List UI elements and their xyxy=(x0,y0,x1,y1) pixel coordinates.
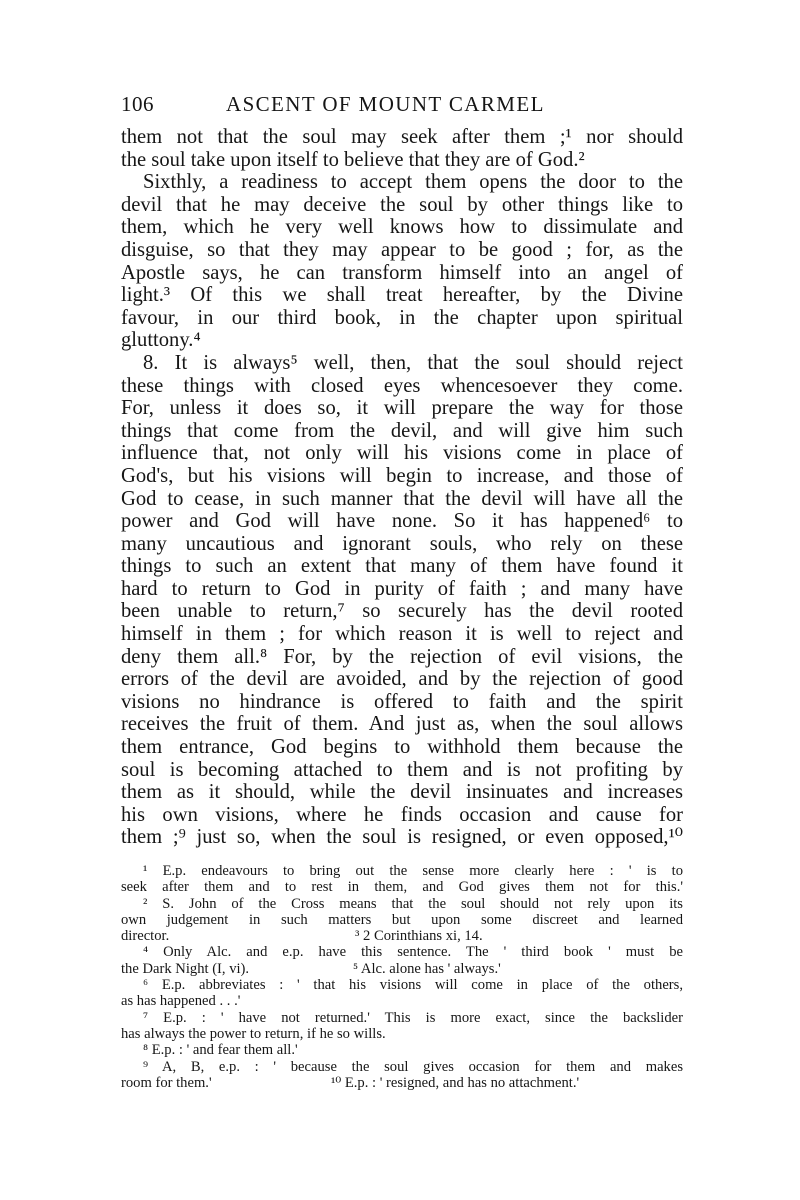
body-line: things that come from the devil, and will give him such xyxy=(121,419,683,442)
body-line: influence that, not only will his visions come in place of xyxy=(121,442,683,465)
body-line: his own visions, where he finds occasion and cause for xyxy=(121,803,683,826)
body-line: favour, in our third book, in the chapter upon spiritual xyxy=(121,306,683,329)
footnote-line xyxy=(121,961,683,977)
body-line: them ;⁹ just so, when the soul is resigned, or even opposed,¹⁰ xyxy=(121,826,683,849)
footnote-line: ⁸ E.p. : ' and fear them all.' xyxy=(143,1042,298,1059)
footnote-line: ⁹ A, B, e.p. : ' because the soul gives occasion for them and makes xyxy=(143,1058,683,1075)
page-number: 106 xyxy=(121,92,154,116)
body-line: things to such an extent that many of them have found it xyxy=(121,555,683,578)
body-line: them not that the soul may seek after them ;¹ nor should xyxy=(121,126,683,148)
body-line: Sixthly, a readiness to accept them opens the door to the xyxy=(143,171,683,194)
body-line: them entrance, God begins to withhold them because the xyxy=(121,736,683,759)
body-line: God's, but his visions will begin to increase, and those of xyxy=(121,464,683,487)
footnote-line xyxy=(121,1075,683,1091)
footnote-line: has always the power to return, if he so wills. xyxy=(121,1025,386,1042)
body-line: visions no hindrance is offered to faith and the spirit xyxy=(121,690,683,713)
body-line: been unable to return,⁷ so securely has the devil rooted xyxy=(121,600,683,623)
footnote-line: ⁷ E.p. : ' have not returned.' This is more exact, since the backslider xyxy=(143,1009,683,1026)
footnote-line: ¹ E.p. endeavours to bring out the sense more clearly here : ' is to xyxy=(143,863,683,879)
footnotes xyxy=(121,863,683,1091)
body-line: them, which he very well knows how to dissimulate and xyxy=(121,216,683,239)
footnote-text: ³ 2 Corinthians xi, 14. xyxy=(355,928,483,945)
body-line: the soul take upon itself to believe that they are of God.² xyxy=(121,148,585,171)
footnote-line xyxy=(121,928,683,944)
page-header xyxy=(121,92,683,126)
body-line: power and God will have none. So it has happened⁶ to xyxy=(121,510,683,533)
footnote-line: ⁶ E.p. abbreviates : ' that his visions will come in place of the others, xyxy=(143,977,683,994)
footnote-text: ¹⁰ E.p. : ' resigned, and has no attachment.' xyxy=(331,1074,580,1091)
body-line: gluttony.⁴ xyxy=(121,329,201,352)
running-title: ASCENT OF MOUNT CARMEL xyxy=(226,92,545,116)
body-line: 8. It is always⁵ well, then, that the soul should reject xyxy=(143,351,683,374)
footnote-text: director. xyxy=(121,928,170,945)
body-line: many uncautious and ignorant souls, who rely on these xyxy=(121,532,683,555)
body-line: these things with closed eyes whencesoever they come. xyxy=(121,374,683,397)
body-line: receives the fruit of them. And just as, when the soul allows xyxy=(121,713,683,736)
body-line: himself in them ; for which reason it is well to reject and xyxy=(121,623,683,646)
body-line: soul is becoming attached to them and is not profiting by xyxy=(121,758,683,781)
body-text xyxy=(121,126,683,849)
footnote-text: room for them.' xyxy=(121,1074,212,1091)
body-line: disguise, so that they may appear to be good ; for, as the xyxy=(121,238,683,261)
footnote-line: as has happened . . .' xyxy=(121,993,241,1010)
body-line: errors of the devil are avoided, and by the rejection of good xyxy=(121,668,683,691)
footnote-line: ⁴ Only Alc. and e.p. have this sentence. The ' third book ' must be xyxy=(143,944,683,961)
body-line: deny them all.⁸ For, by the rejection of evil visions, the xyxy=(121,645,683,668)
body-line: God to cease, in such manner that the devil will have all the xyxy=(121,487,683,510)
body-line: them as it should, while the devil insinuates and increases xyxy=(121,781,683,804)
footnote-text: the Dark Night (I, vi). xyxy=(121,960,250,977)
body-line: Apostle says, he can transform himself into an angel of xyxy=(121,261,683,284)
book-page xyxy=(121,92,683,1091)
body-line: For, unless it does so, it will prepare the way for those xyxy=(121,397,683,420)
footnote-text: ⁵ Alc. alone has ' always.' xyxy=(353,960,501,977)
footnote-line: own judgement in such matters but upon some discreet and learned xyxy=(121,911,683,928)
body-line: hard to return to God in purity of faith ; and many have xyxy=(121,577,683,600)
footnote-line: ² S. John of the Cross means that the soul should not rely upon its xyxy=(143,895,683,912)
footnote-line: seek after them and to rest in them, and God gives them not for this.' xyxy=(121,879,683,896)
body-line: light.³ Of this we shall treat hereafter, by the Divine xyxy=(121,284,683,307)
body-line: devil that he may deceive the soul by other things like to xyxy=(121,193,683,216)
